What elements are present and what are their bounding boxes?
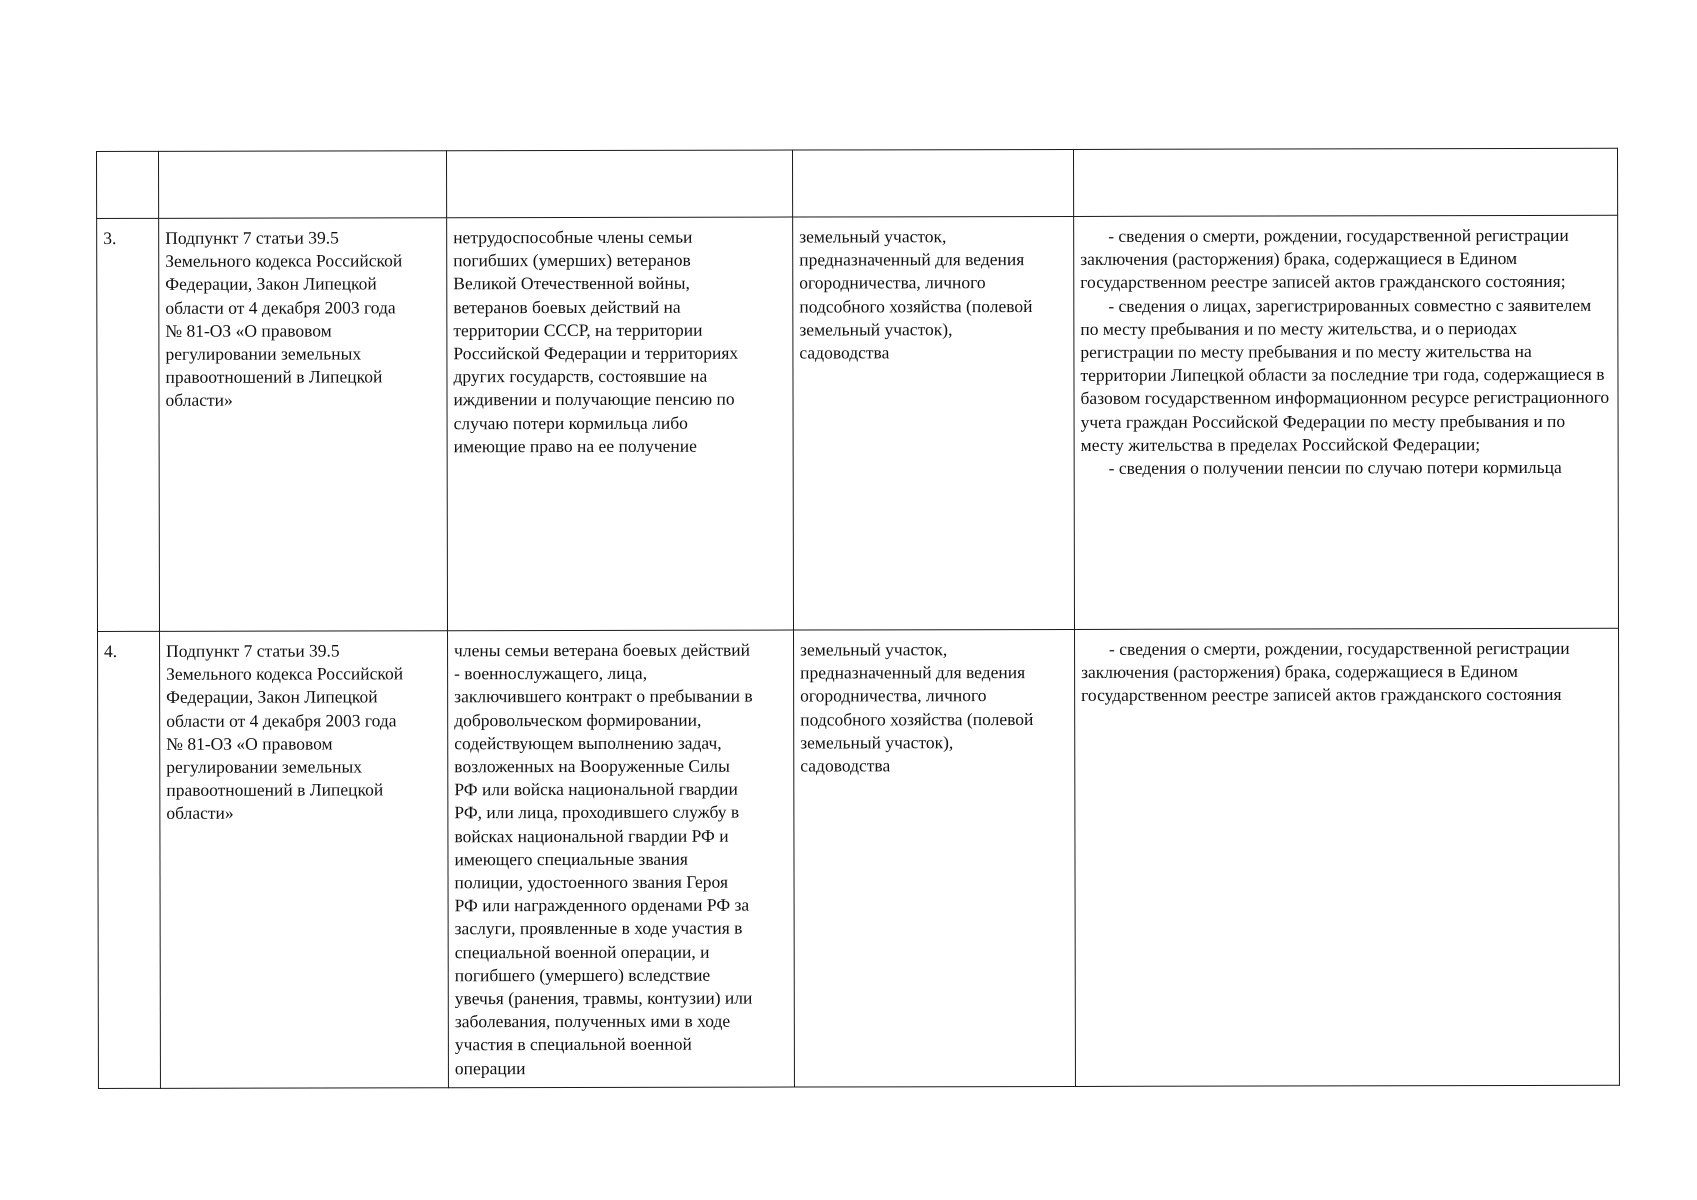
legal-basis-text: Подпункт 7 статьи 39.5 Земельного кодекса Российской Федерации, Закон Липецкой области от 4 декабря 2003 года № 81-ОЗ «О правовом регулировании земельных правоотношений в Липецкой области» (165, 227, 403, 411)
row-number: 4. (104, 640, 118, 661)
documents-list (1081, 637, 1612, 708)
documents-list-item: - сведения о смерти, рождении, государственной регистрации заключения (расторжения) брака, содержащиеся в Едином государственном реестре записей актов гражданского состояния; (1080, 224, 1569, 293)
legal-basis-cell (159, 218, 448, 632)
recipients-text: нетрудоспособные члены семьи погибших (умерших) ветеранов Великой Отечественной войны, ветеранов боевых действий на территории СССР, на территории Российской Федерации и территориях других государств, состоявшие на иждивении и получающие пенсию по случаю потери кормильца либо имеющие право на ее получение (453, 226, 739, 457)
table-row (97, 215, 1619, 631)
row-number-cell (97, 218, 160, 631)
header-cell-documents (1073, 148, 1617, 216)
recipients-cell (447, 217, 794, 631)
documents-list (1080, 224, 1612, 480)
land-purpose-text: земельный участок, предназначенный для ведения огородничества, личного подсобного хозяйства (полевой земельный участок), садоводства (800, 639, 1034, 776)
row-number: 3. (103, 227, 117, 248)
header-cell-land-purpose (792, 149, 1073, 217)
header-cell-number (97, 151, 159, 218)
legal-basis-cell (160, 631, 449, 1089)
land-provision-table (96, 148, 1620, 1089)
documents-list-item: - сведения о смерти, рождении, государственной регистрации заключения (расторжения) брака, содержащиеся в Едином государственном реестре записей актов гражданского состояния (1081, 637, 1570, 706)
documents-list-item: - сведения о лицах, зарегистрированных совместно с заявителем по месту пребывания и по месту жительства, и о периодах регистрации по месту пребывания и по месту жительства на территории Липецкой области за последние три года, содержащиеся в базовом государственном информационном ресурсе регистрационного учета граждан Российской Федерации по месту пребывания и по месту жительства в пределах Российской Федерации; (1080, 294, 1610, 455)
required-documents-cell (1074, 215, 1619, 629)
land-purpose-cell (793, 216, 1075, 630)
table-header-row (97, 148, 1618, 218)
header-cell-legal-basis (159, 151, 447, 219)
legal-basis-text: Подпункт 7 статьи 39.5 Земельного кодекса Российской Федерации, Закон Липецкой области от 4 декабря 2003 года № 81-ОЗ «О правовом регулировании земельных правоотношений в Липецкой области» (166, 640, 404, 824)
land-purpose-text: земельный участок, предназначенный для ведения огородничества, личного подсобного хозяйства (полевой земельный участок), садоводства (799, 226, 1033, 363)
table-row (98, 628, 1620, 1088)
header-cell-recipients (447, 150, 793, 218)
recipients-cell (448, 630, 795, 1088)
row-number-cell (98, 631, 161, 1088)
documents-list-item: - сведения о получении пенсии по случаю потери кормильца (1108, 456, 1562, 478)
required-documents-cell (1075, 628, 1620, 1086)
land-purpose-cell (794, 629, 1076, 1087)
recipients-text: члены семьи ветерана боевых действий - военнослужащего, лица, заключившего контракт о пребывании в добровольческом формировании, содействующем выполнению задач, возложенных на Вооруженные Силы РФ или войска национальной гвардии РФ, или лица, проходившего службу в войсках национальной гвардии РФ и имеющего специальные звания полиции, удостоенного звания Героя РФ или награжденного орденами РФ за заслуги, проявленные в ходе участия в специальной военной операции, и погибшего (умершего) вследствие увечья (ранения, травмы, контузии) или заболевания, полученных ими в ходе участия в специальной военной операции (454, 639, 753, 1078)
